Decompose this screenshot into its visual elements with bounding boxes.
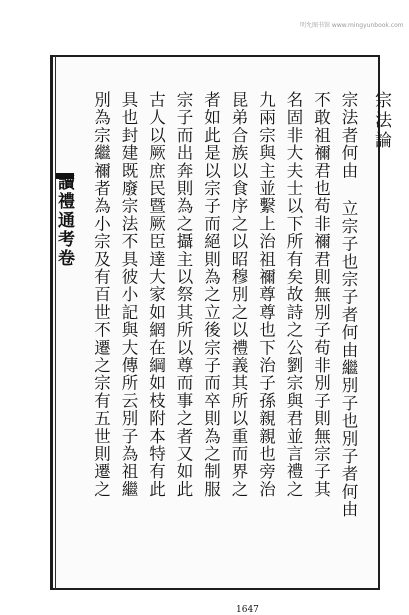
text-column: 昆弟合族以食序之以昭穆別之以禮義其所以重而界之 — [229, 91, 248, 499]
text-column: 九兩宗與主並繫上治祖禰尊尊也下治子孫親親也旁治 — [256, 91, 276, 499]
text-column: 不敢祖禰君也苟非禰君則無別子苟非別子則無宗子其 — [311, 91, 331, 499]
page-border-left — [50, 55, 53, 590]
text-column: 名固非大夫士以下所有矣故詩之公劉宗與君並言禮之 — [284, 91, 303, 499]
watermark: 明允图书馆 www.mingyunbook.com — [300, 22, 404, 29]
text-column: 別為宗繼禰者為小宗及有百世不遷之宗有五世則遷之 — [91, 91, 111, 499]
running-head: 讀禮通考卷 — [54, 173, 74, 268]
text-column: 古人以厥庶民暨厥臣達大家如網在綱如枝附本特有此 — [146, 91, 166, 499]
text-column: 者如此是以宗子而絕則為之立後宗子而卒則為之制服 — [201, 91, 221, 499]
page-border-top — [50, 55, 380, 57]
text-column: 宗法者何由 立宗子也宗子者何由繼別子也別子者何由 — [339, 91, 358, 519]
text-columns — [72, 91, 362, 596]
text-column: 具也封建既廢宗法不具彼小記與大傳所云別子為祖繼 — [119, 91, 138, 499]
page-number: 1647 — [236, 605, 259, 615]
text-column: 宗子而出奔則為之攝主以祭其所以尊而事之者又如此 — [174, 91, 193, 499]
book-page — [50, 55, 391, 615]
essay-title: 宗法論 — [371, 91, 391, 151]
